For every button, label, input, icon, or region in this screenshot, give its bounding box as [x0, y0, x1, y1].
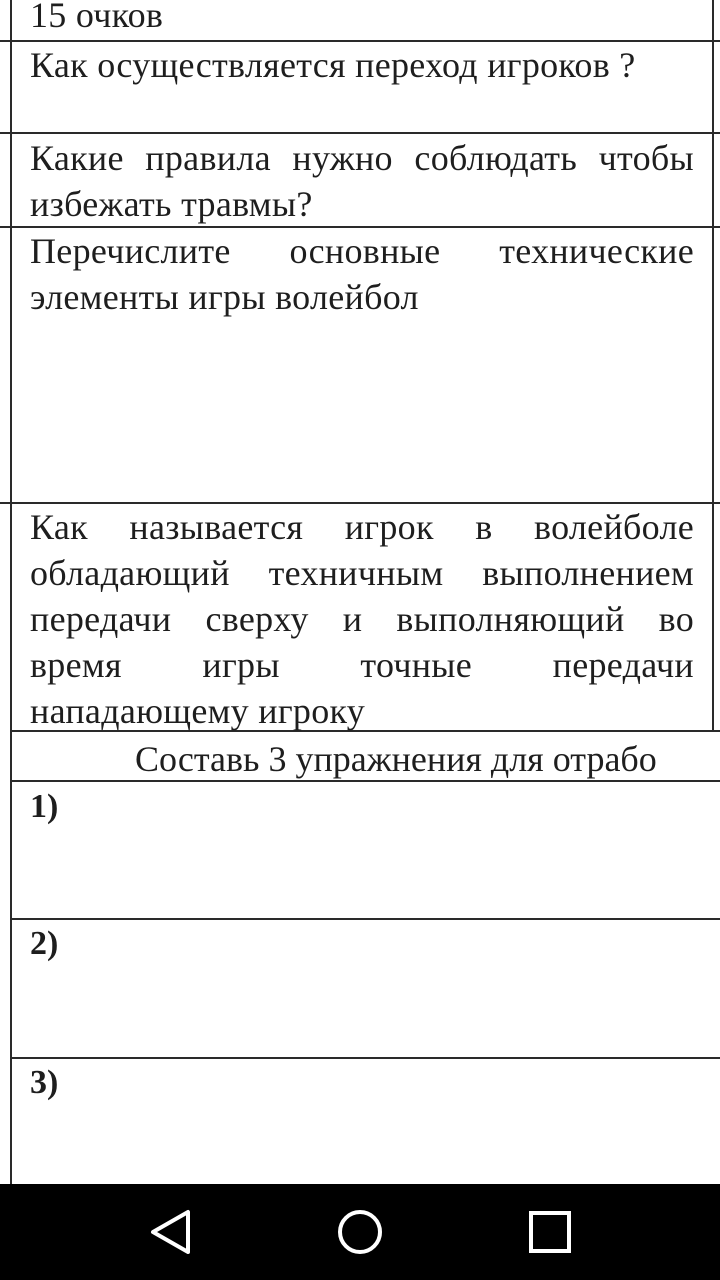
table-border [10, 1057, 720, 1059]
exercise-number-3: 3) [30, 1064, 59, 1101]
question-2: Какие правила нужно соблюдать чтобы избежать травмы? [30, 138, 694, 224]
question-3: Перечислите основные технические элементы игры волейбол [30, 231, 694, 317]
recents-button[interactable] [520, 1206, 580, 1258]
home-circle-icon [336, 1208, 384, 1256]
question-1: Как осуществляется переход игроков ? [30, 45, 636, 85]
table-border-left [10, 0, 12, 1184]
back-button[interactable] [140, 1206, 200, 1258]
table-border-right [712, 0, 714, 730]
recents-square-icon [528, 1210, 572, 1254]
top-fragment-text: 15 очков [30, 0, 164, 35]
exercise-number-1: 1) [30, 788, 59, 825]
exercise-number-2: 2) [30, 925, 59, 962]
table-border [10, 918, 720, 920]
home-button[interactable] [330, 1206, 390, 1258]
system-navigation-bar [0, 1184, 720, 1280]
section-header: Составь 3 упражнения для отрабо [135, 739, 657, 779]
back-triangle-icon [148, 1208, 192, 1256]
question-4: Как называется игрок в волейболе обладающий техничным выполнением передачи сверху и выполняющий во время игры точные передачи нападающему игроку [30, 507, 694, 731]
table-border [0, 132, 720, 134]
